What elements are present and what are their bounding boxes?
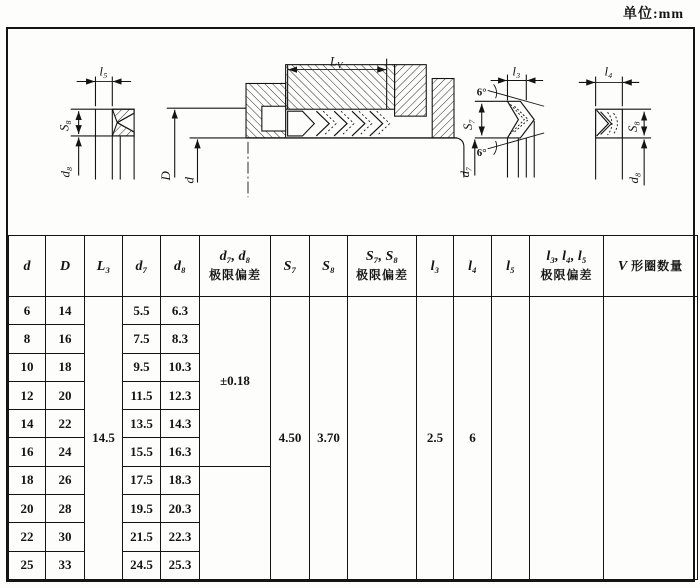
figure-support-ring-right xyxy=(579,77,651,186)
col-header-vring-count: V 形圈数量 xyxy=(604,236,698,297)
cell-d7: 13.5 xyxy=(123,410,161,438)
col-header-S8: S₈ xyxy=(310,236,348,297)
col-header-d8: d₈ xyxy=(161,236,200,297)
cell-l3-merged: 2.5 xyxy=(417,297,454,580)
cell-s7s8-deviation-merged xyxy=(348,297,417,580)
cell-d8: 12.3 xyxy=(161,381,200,409)
cell-D: 24 xyxy=(46,438,85,466)
cell-L3-merged: 14.5 xyxy=(85,297,123,580)
document-frame xyxy=(6,27,695,582)
cell-d7: 21.5 xyxy=(123,523,161,551)
cell-d: 12 xyxy=(9,381,46,409)
col-header-l4: l₄ xyxy=(454,236,492,297)
cell-d: 18 xyxy=(9,466,46,494)
col-header-d7: d₇ xyxy=(123,236,161,297)
dimension-table xyxy=(8,235,698,580)
angle-label-bottom: 6° xyxy=(476,146,487,159)
cell-l4-merged: 6 xyxy=(454,297,492,580)
dim-label-s7: S₇ xyxy=(460,119,475,131)
dim-label-lv: $L_V$ xyxy=(329,54,343,71)
cell-d8: 22.3 xyxy=(161,523,200,551)
col-header-l3l4l5-deviation: l₃, l₄, l₅ 极限偏差 xyxy=(530,236,604,297)
cell-d7: 24.5 xyxy=(123,551,161,579)
table-row xyxy=(9,297,698,325)
cell-D: 30 xyxy=(46,523,85,551)
col-header-L3: L₃ xyxy=(85,236,123,297)
cell-D: 28 xyxy=(46,495,85,523)
cell-d: 16 xyxy=(9,438,46,466)
cell-D: 22 xyxy=(46,410,85,438)
cell-D: 20 xyxy=(46,381,85,409)
seal-cross-section-diagram xyxy=(8,29,693,235)
cell-d8: 14.3 xyxy=(161,410,200,438)
dim-label-D: D xyxy=(158,171,173,181)
col-header-d: d xyxy=(9,236,46,297)
angle-label-top: 6° xyxy=(476,86,487,99)
cell-D: 14 xyxy=(46,297,85,325)
cell-D: 33 xyxy=(46,551,85,579)
cell-d: 14 xyxy=(9,410,46,438)
dim-label-d: d xyxy=(182,177,197,184)
dim-label-s8-right: S₈ xyxy=(626,121,641,132)
figure-support-ring-left xyxy=(71,77,134,180)
cell-d: 8 xyxy=(9,325,46,353)
cell-d: 20 xyxy=(9,495,46,523)
dim-label-l3: l₃ xyxy=(512,64,521,79)
col-header-S7: S₇ xyxy=(271,236,310,297)
cell-d: 22 xyxy=(9,523,46,551)
cell-d7: 11.5 xyxy=(123,381,161,409)
header-row xyxy=(9,236,698,297)
dim-label-d7: d₇ xyxy=(457,166,472,178)
cell-d: 25 xyxy=(9,551,46,579)
cell-l3l4l5-deviation-merged xyxy=(530,297,604,580)
cell-d8: 6.3 xyxy=(161,297,200,325)
technical-drawing xyxy=(8,29,693,235)
cell-d7d8-deviation-upper: ±0.18 xyxy=(200,297,271,467)
col-header-l3: l₃ xyxy=(417,236,454,297)
cell-d8: 16.3 xyxy=(161,438,200,466)
cell-D: 18 xyxy=(46,353,85,381)
dim-label-l4: l₄ xyxy=(604,64,613,79)
col-header-s7s8-deviation: S₇, S₈ 极限偏差 xyxy=(348,236,417,297)
cell-D: 26 xyxy=(46,466,85,494)
cell-d7: 7.5 xyxy=(123,325,161,353)
cell-S7-merged: 4.50 xyxy=(271,297,310,580)
cell-d8: 8.3 xyxy=(161,325,200,353)
cell-vring-count-merged xyxy=(604,297,698,580)
cell-d7: 17.5 xyxy=(123,466,161,494)
cell-l5-merged xyxy=(492,297,530,580)
cell-S8-merged: 3.70 xyxy=(310,297,348,580)
cell-d8: 10.3 xyxy=(161,353,200,381)
cell-d7d8-deviation-lower xyxy=(200,466,271,579)
cell-d7: 19.5 xyxy=(123,495,161,523)
figure-assembly xyxy=(167,59,464,198)
dim-label-d8-left: d₈ xyxy=(58,166,73,178)
cell-D: 16 xyxy=(46,325,85,353)
cell-d7: 15.5 xyxy=(123,438,161,466)
cell-d7: 9.5 xyxy=(123,353,161,381)
dim-label-s8-left: S₈ xyxy=(57,120,72,132)
dim-label-l5: l₅ xyxy=(99,64,108,79)
cell-d8: 25.3 xyxy=(161,551,200,579)
cell-d: 6 xyxy=(9,297,46,325)
table-header xyxy=(9,236,698,297)
col-header-D: D xyxy=(46,236,85,297)
cell-d7: 5.5 xyxy=(123,297,161,325)
cell-d: 10 xyxy=(9,353,46,381)
col-header-l5: l₅ xyxy=(492,236,530,297)
col-header-d7d8-deviation: d₇, d₈ 极限偏差 xyxy=(200,236,271,297)
dim-label-d8-right: d₈ xyxy=(627,172,642,184)
unit-label: 单位:mm xyxy=(623,7,684,22)
table-body xyxy=(9,297,698,580)
cell-d8: 20.3 xyxy=(161,495,200,523)
cell-d8: 18.3 xyxy=(161,466,200,494)
